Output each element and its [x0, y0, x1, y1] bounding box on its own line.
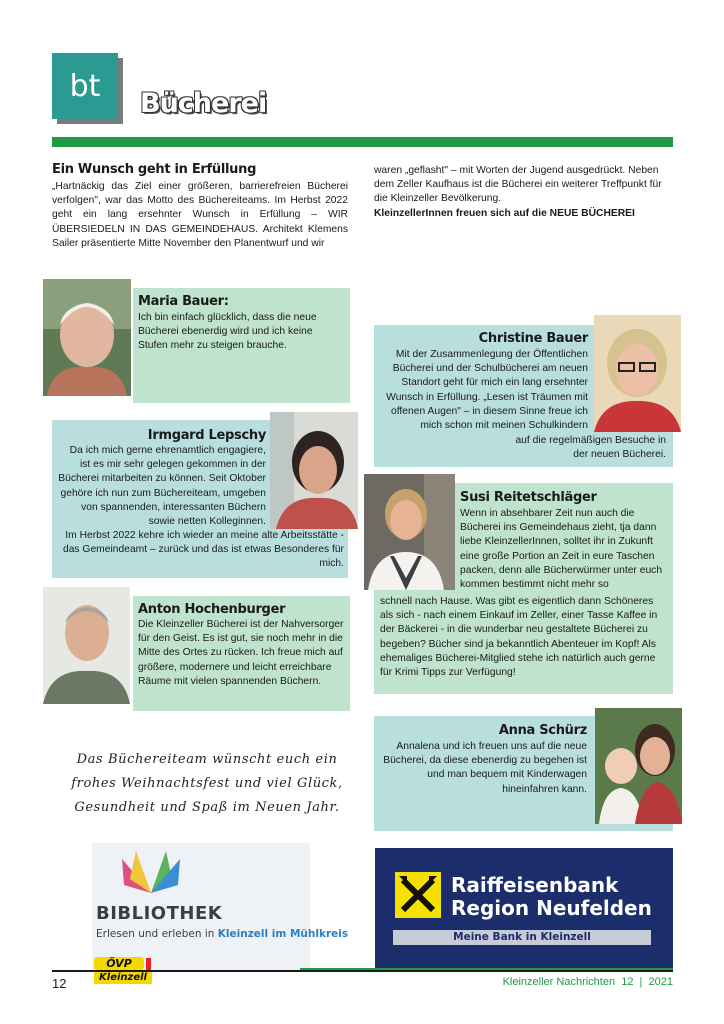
quote-text-christine: Mit der Zusammenlegung der Öffentlichen Bücherei und der Schulbücherei am neuen Standort geht für mich ein lang ersehnter Wunsch in Erfüllung. „Lesen ist Träumen mit offenen Augen" – in diesem Sinne freue ich mich schon mit meinen Schulkindern — [386, 349, 588, 432]
quote-text-anton: Die Kleinzeller Bücherei ist der Nahversorger für den Geist. Es ist gut, sie noch mehr in die Mitte des Ortes zu rücken. Ich freue mich auf größere, modernere und leicht erreichbare Räume mit vielen spannenden Büchern. — [138, 619, 344, 687]
photo-anna-schuerz — [595, 708, 682, 824]
quote-name-maria: Maria Bauer: — [138, 294, 229, 309]
photo-anton-hochenburger — [43, 587, 130, 704]
quote-text-anna: Annalena und ich freuen uns auf die neue Bücherei, da diese ebenerdig zu begehen ist und man bequem mit Kinderwagen hineinfahren kann. — [383, 741, 587, 795]
intro-right-text: waren „geflasht" – mit Worten der Jugend ausgedrückt. Neben dem Zeller Kaufhaus ist die Bücherei ein weiterer Treffpunkt für die Kleinzeller Bevölkerung. — [374, 165, 662, 205]
header-rule — [52, 137, 673, 147]
photo-christine-bauer — [594, 315, 681, 432]
publication-footer: Kleinzeller Nachrichten 12 | 2021 — [502, 976, 673, 988]
library-ad — [92, 843, 349, 970]
intro-right-bold: KleinzellerInnen freuen sich auf die NEUE BÜCHEREI — [374, 207, 635, 219]
quote-name-christine: Christine Bauer — [478, 331, 588, 346]
quote-text-christine-tail: auf die regelmäßigen Besuche in der neuen Bücherei. — [515, 435, 666, 461]
section-title: Bücherei — [140, 88, 267, 119]
intro-right-paragraph — [374, 164, 673, 221]
intro-headline: Ein Wunsch geht in Erfüllung — [52, 162, 257, 177]
quote-text-susi: Wenn in absehbarer Zeit nun auch die Bücherei ins Gemeindehaus zieht, tja dann liebe KleinzellerInnen, solltet ihr in Zukunft eine große Portion an Zeit in eure Taschen packen, denn alle Bücherwürmer unter euch kommen bestimmt nicht mehr so — [460, 508, 663, 591]
library-tagline — [96, 928, 348, 940]
bank-name — [451, 874, 652, 920]
quote-name-anton: Anton Hochenburger — [138, 602, 286, 617]
photo-susi-reitetschlaeger — [364, 474, 455, 590]
oevp-text: ÖVP — [94, 957, 144, 970]
quote-text-irmgard: Da ich mich gerne ehrenamtlich engagiere, ist es mir sehr gelegen gekommen in der Bücherei mitarbeiten zu können. Seit Oktober gehöre ich nun zum Büchereiteam, umgeben von spannenden, interessanten Büchern sowie netten Kolleginnen. — [58, 445, 266, 528]
quote-text-susi-tail: schnell nach Hause. Was gibt es eigentlich dann Schöneres als sich - nach einem Einkauf im Zeller, einer Tasse Kaffee in der Bäckerei - in die wunderbar neu gestaltete Bücherei zu begeben? Bücher sind ja bekanntlich Abenteuer im Kopf! Als ehemaliges Bücherei-Mitglied stehe ich natürlich auch gerne für Krimi Tipps zur Verfügung! — [380, 596, 658, 679]
logo-text: bt — [69, 68, 101, 104]
quote-text-maria: Ich bin einfach glücklich, dass die neue Bücherei ebenerdig wird und ich keine Stufen mehr zu steigen brauche. — [138, 312, 317, 352]
bank-tagline: Meine Bank in Kleinzell — [393, 930, 651, 945]
quote-name-anna: Anna Schürz — [498, 723, 587, 738]
library-name: BIBLIOTHEK — [96, 903, 223, 924]
bank-line1: Raiffeisenbank — [451, 873, 619, 897]
footer-accent-rule — [300, 968, 673, 970]
photo-maria-bauer — [43, 279, 131, 396]
quote-name-susi: Susi Reitetschläger — [460, 490, 597, 505]
holiday-greeting: Das Büchereiteam wünscht euch ein frohes Weihnachtsfest und viel Glück, Gesundheit und Spaß im Neuen Jahr. — [71, 752, 343, 815]
library-tagline-b: Kleinzell im Mühlkreis — [217, 928, 349, 940]
page-number: 12 — [52, 976, 67, 991]
bank-ad — [375, 848, 673, 970]
intro-left-paragraph: „Hartnäckig das Ziel einer größeren, barrierefreien Bücherei verfolgen", war das Motto des Büchereiteams. Im Herbst 2022 geht ein lang ersehnter Wunsch in Erfüllung – WIR ÜBERSIEDELN IN DAS GEMEINDEHAUS. Architekt Klemens Sailer präsentierte Mitte November den Planentwurf und wir — [52, 181, 348, 249]
photo-irmgard-lepschy — [270, 412, 358, 529]
bt-logo — [52, 53, 118, 119]
oevp-place: Kleinzell — [94, 972, 152, 984]
library-tagline-a: Erlesen und erleben in — [96, 928, 215, 940]
quote-name-irmgard: Irmgard Lepschy — [147, 428, 266, 443]
bank-line2: Region Neufelden — [451, 896, 652, 920]
raiffeisen-logo-icon — [395, 872, 441, 918]
butterfly-logo-icon — [116, 849, 186, 901]
oevp-red-mark — [146, 958, 151, 970]
quote-text-irmgard-tail: Im Herbst 2022 kehre ich wieder an meine alte Arbeitsstätte - das Gemeindeamt – zurück und das ist etwas Besonderes für mich. — [62, 530, 344, 570]
oevp-logo — [94, 957, 154, 985]
